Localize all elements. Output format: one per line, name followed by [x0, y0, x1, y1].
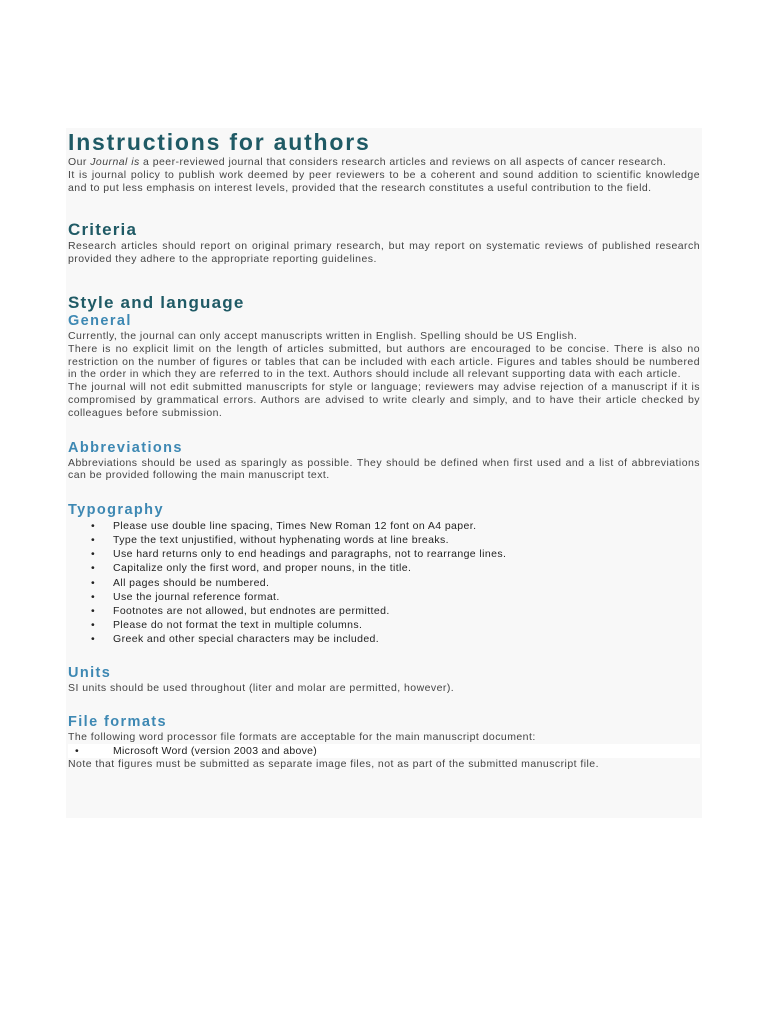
abbreviations-heading: Abbreviations: [68, 439, 183, 456]
typography-list-item: • Please do not format the text in multiple columns.: [91, 618, 363, 631]
general-paragraph-3: The journal will not edit submitted manuscripts for style or language; reviewers may advise rejection of a manuscript if it is compromised by grammatical errors. Authors are advised to write clearly and simply, and to have their article checked by colleagues before submission.: [68, 381, 700, 419]
typography-heading: Typography: [68, 502, 164, 519]
bullet-icon: •: [91, 632, 96, 645]
units-heading: Units: [68, 665, 112, 681]
typography-list-item: • All pages should be numbered.: [91, 576, 270, 589]
typography-list-item: • Use hard returns only to end headings and paragraphs, not to rearrange lines.: [91, 548, 507, 561]
typography-list-item: • Capitalize only the first word, and proper nouns, in the title.: [91, 562, 412, 575]
file-formats-heading: File formats: [68, 713, 167, 730]
bullet-icon: •: [91, 576, 96, 589]
style-heading: Style and language: [68, 292, 245, 312]
bullet-icon: •: [91, 520, 96, 533]
typography-list-item: • Please use double line spacing, Times New Roman 12 font on A4 paper.: [91, 520, 477, 533]
file-formats-intro: The following word processor file formats are acceptable for the main manuscript document:: [68, 730, 536, 743]
typography-list-item: • Use the journal reference format.: [91, 590, 280, 603]
file-formats-list: [68, 744, 700, 758]
criteria-heading: Criteria: [68, 220, 138, 240]
bullet-icon: •: [91, 590, 96, 603]
bullet-icon: •: [91, 618, 96, 631]
general-heading: General: [68, 312, 132, 329]
document-content: [68, 128, 700, 770]
general-paragraph-1: Currently, the journal can only accept manuscripts written in English. Spelling should be US English.: [68, 329, 578, 342]
general-paragraph-2: There is no explicit limit on the length of articles submitted, but authors are encouraged to be concise. There is also no restriction on the number of figures or tables that can be included with each article. Figures and tables should be numbered in the order in which they are referred to in the text. Authors should include all relevant supporting data with each article.: [68, 342, 700, 381]
bullet-icon: •: [91, 534, 96, 547]
bullet-icon: •: [91, 562, 96, 575]
intro-paragraph-2: It is journal policy to publish work deemed by peer reviewers to be a coherent and sound addition to scientific knowledge and to put less emphasis on interest levels, provided that the research constitutes a useful contribution to the field.: [68, 168, 700, 194]
typography-list-item: • Type the text unjustified, without hyphenating words at line breaks.: [91, 534, 449, 547]
units-text: SI units should be used throughout (liter and molar are permitted, however).: [68, 682, 455, 694]
page-title: Instructions for authors: [68, 129, 371, 155]
bullet-icon: •: [91, 604, 96, 617]
file-format-item: • Microsoft Word (version 2003 and above): [75, 744, 318, 757]
bullet-icon: •: [75, 744, 79, 757]
file-formats-note: Note that figures must be submitted as separate image files, not as part of the submitted manuscript file.: [68, 757, 599, 770]
abbreviations-text: Abbreviations should be used as sparingly as possible. They should be defined when first used and a list of abbreviations can be provided following the main manuscript text.: [68, 456, 700, 482]
criteria-text: Research articles should report on original primary research, but may report on systematic reviews of published research provided they adhere to the appropriate reporting guidelines.: [68, 240, 700, 266]
typography-list-item: • Footnotes are not allowed, but endnotes are permitted.: [91, 604, 390, 617]
intro-paragraph-1: Our Journal is a peer-reviewed journal that considers research articles and reviews on all aspects of cancer research.: [68, 156, 667, 168]
typography-list-item: • Greek and other special characters may be included.: [91, 632, 380, 645]
typography-list: [68, 519, 700, 646]
bullet-icon: •: [91, 548, 96, 561]
